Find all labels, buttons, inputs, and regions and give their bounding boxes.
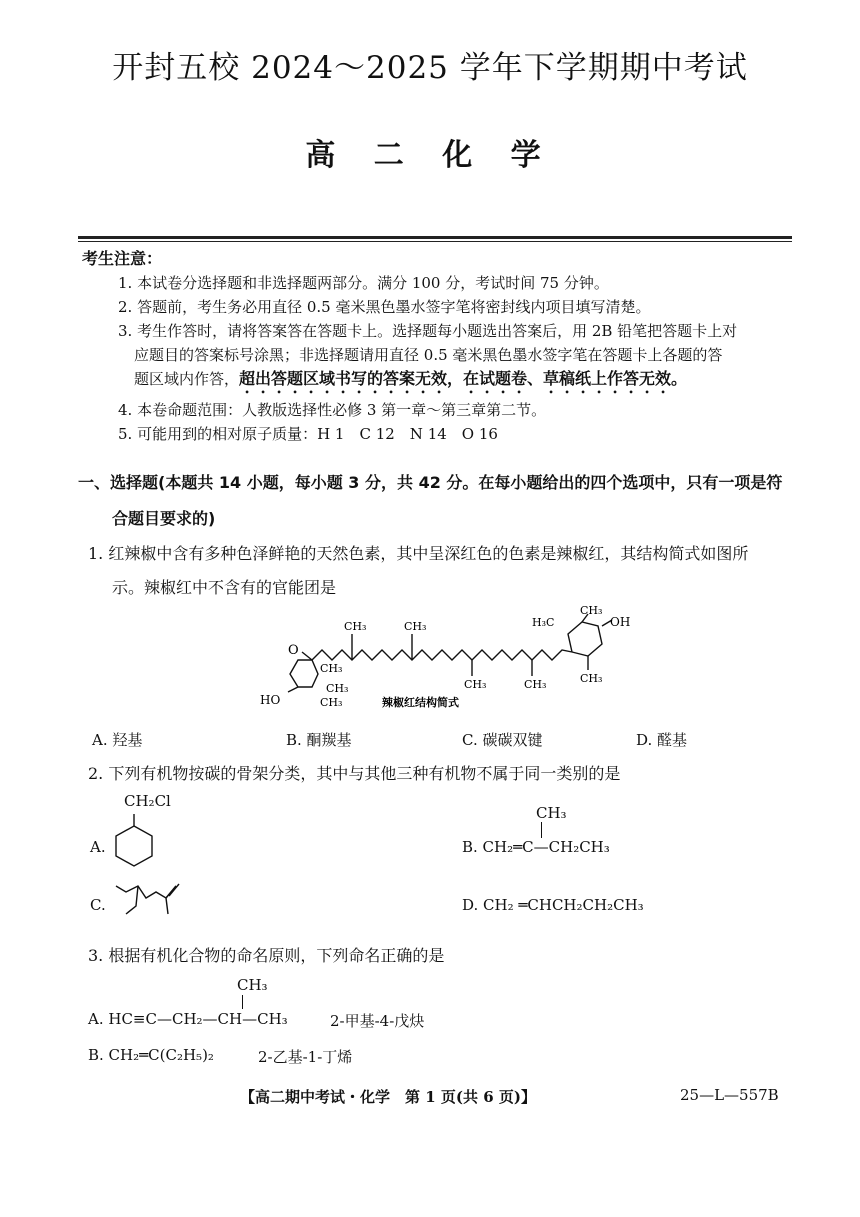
q1-option-b: B. 酮羰基 (286, 731, 352, 749)
ch3-label-5: CH₃ (404, 620, 427, 633)
q3-a-name: 2-甲基-4-戊炔 (330, 1012, 425, 1030)
notice-item-3-cont: 应题目的答案标号涂黑；非选择题请用直径 0.5 毫米黑色墨水签字笔在答题卡上各题的答 (134, 346, 723, 364)
h3c-label: H₃C (532, 616, 555, 629)
q3-b-formula: B. CH₂═C(C₂H₅)₂ (88, 1046, 214, 1064)
q1-option-a: A. 羟基 (92, 731, 143, 749)
notice-item-3: 3. 考生作答时，请将答案答在答题卡上。选择题每小题选出答案后，用 2B 铅笔把答题卡上对 (118, 322, 738, 340)
subject-title: 高 二 化 学 (305, 138, 555, 173)
page-footer: 【高二期中考试・化学 第 1 页(共 6 页)】 (240, 1088, 536, 1106)
oxo-label: O (288, 643, 299, 658)
notice-item-1: 1. 本试卷分选择题和非选择题两部分。满分 100 分，考试时间 75 分钟。 (118, 274, 609, 292)
notice-heading: 考生注意： (82, 249, 163, 268)
ch3-label-7: CH₃ (524, 678, 547, 691)
oh-label: OH (610, 615, 631, 629)
notice-item-2: 2. 答题前，考生务必用直径 0.5 毫米黑色墨水签字笔将密封线内项目填写清楚。 (118, 298, 651, 316)
q1-option-d: D. 醛基 (636, 731, 688, 749)
structure-caption: 辣椒红结构简式 (382, 696, 459, 709)
ch3-label-9: CH₃ (580, 604, 603, 617)
ch3-label-1: CH₃ (320, 662, 343, 675)
ch3-label-8: CH₃ (580, 672, 603, 685)
notice-item-5: 5. 可能用到的相对原子质量：H 1 C 12 N 14 O 16 (118, 425, 498, 443)
notice-item-3-text: 题区域内作答， (134, 370, 240, 388)
q3-b-name: 2-乙基-1-丁烯 (258, 1048, 353, 1066)
q1-stem: 1. 红辣椒中含有多种色泽鲜艳的天然色素，其中呈深红色的色素是辣椒红，其结构简式如图所 (88, 544, 749, 563)
q1-stem-cont: 示。辣椒红中不含有的官能团是 (112, 578, 337, 597)
ho-label: HO (260, 693, 281, 707)
q2-b-formula: B. CH₂═C—CH₂CH₃ (462, 838, 610, 856)
q2-b-bond (541, 822, 542, 838)
q1-option-c: C. 碳碳双键 (462, 731, 543, 749)
exam-title: 开封五校 2024～2025 学年下学期期中考试 (112, 50, 748, 86)
divider-thick (78, 236, 792, 239)
ch3-label-2: CH₃ (326, 682, 349, 695)
q3-a-substituent: CH₃ (237, 976, 268, 994)
q2-a-label: A. (90, 838, 106, 856)
notice-emphasis: 超出答题区域书写的答案无效，在试题卷、草稿纸上作答无效。 (239, 369, 688, 388)
ch3-label-6: CH₃ (464, 678, 487, 691)
capsanthin-structure (258, 602, 638, 720)
notice-item-3-cont2 (134, 367, 824, 397)
q3-a-bond (242, 995, 243, 1009)
q2-c-label: C. (90, 896, 106, 914)
q2-a-substituent: CH₂Cl (124, 792, 171, 810)
divider-thin (78, 241, 792, 242)
section-heading-cont: 合题目要求的) (112, 509, 216, 528)
q2-a-cyclohexane (108, 812, 162, 874)
q2-stem: 2. 下列有机物按碳的骨架分类，其中与其他三种有机物不属于同一类别的是 (88, 764, 621, 783)
q3-stem: 3. 根据有机化合物的命名原则，下列命名正确的是 (88, 946, 445, 965)
notice-item-4: 4. 本卷命题范围：人教版选择性必修 3 第一章～第三章第二节。 (118, 401, 547, 419)
q2-b-substituent: CH₃ (536, 804, 567, 822)
ch3-label-3: CH₃ (320, 696, 343, 709)
section-heading: 一、选择题(本题共 14 小题，每小题 3 分，共 42 分。在每小题给出的四个选项中，只有一项是符 (78, 473, 783, 492)
q2-c-skeleton (112, 876, 190, 924)
paper-code: 25—L—557B (680, 1086, 779, 1104)
q3-a-formula: A. HC≡C—CH₂—CH—CH₃ (88, 1010, 288, 1028)
q2-d-formula: D. CH₂ ═CHCH₂CH₂CH₃ (462, 896, 644, 914)
ch3-label-4: CH₃ (344, 620, 367, 633)
